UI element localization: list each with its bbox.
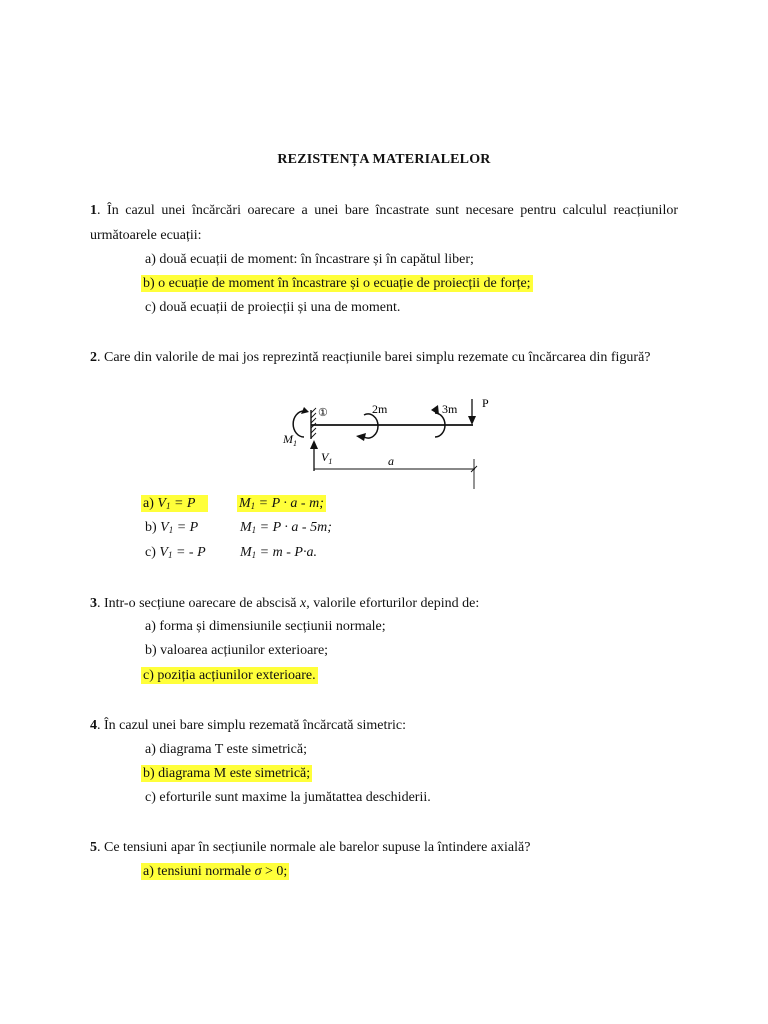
beam-diagram	[278, 393, 498, 493]
dimension-a-label: a	[388, 454, 394, 468]
question-number: 1	[90, 203, 97, 218]
q2-option-c-v: c) $V_1$ = - P	[145, 545, 206, 560]
highlighted-answer: a) tensiuni normale σ > 0;	[143, 864, 288, 879]
q3-option-c	[141, 666, 318, 686]
q2-option-c-m: $M_1 = m - P\cdot a$.	[240, 545, 317, 560]
page-title: REZISTENȚA MATERIALELOR	[277, 152, 491, 167]
question-text: . În cazul unei bare simplu rezemată încărcată simetric:	[97, 718, 407, 733]
moment-label: $M_1$	[283, 432, 297, 448]
q1-option-c: c) două ecuații de proiecții și una de moment.	[145, 300, 401, 315]
moment-3m-label: 3m	[442, 402, 458, 416]
node-label: ①	[318, 407, 328, 419]
highlighted-answer: b) o ecuație de moment în încastrare și o ecuație de proiecții de forțe;	[143, 276, 531, 291]
force-label: $V_1$	[321, 450, 333, 466]
moment-2m-label: 2m	[372, 402, 388, 416]
q2-option-b-v: b) $V_1 = P$	[145, 520, 199, 535]
question-5	[90, 836, 678, 861]
question-number: 3	[90, 596, 97, 611]
q1-option-a: a) două ecuații de moment: în încastrare și în capătul liber;	[145, 252, 474, 267]
q3-option-b: b) valoarea acțiunilor exterioare;	[145, 643, 329, 658]
highlighted-answer: b) diagrama M este simetrică;	[143, 766, 311, 781]
question-2	[90, 346, 678, 371]
q1-option-b	[141, 274, 533, 294]
question-text: . În cazul unei încărcări oarecare a unei bare încastrate sunt necesare pentru calculul reacțiunilor următoarele ecuații:	[90, 203, 678, 243]
question-3: 3. Intr-o secțiune oarecare de abscisă x, valorile eforturilor depind de:	[90, 596, 480, 611]
q2-option-b-m: $M_1 = P \cdot a - 5m$;	[240, 520, 332, 535]
q3-option-a: a) forma și dimensiunile secțiunii normale;	[145, 619, 386, 634]
question-number: 2	[90, 350, 97, 365]
highlighted-answer: c) poziția acțiunilor exterioare.	[143, 668, 316, 683]
q4-option-a: a) diagrama T este simetrică;	[145, 742, 307, 757]
force-p-label: P	[482, 396, 489, 410]
question-text: . Care din valorile de mai jos reprezintă reacțiunile barei simplu rezemate cu încărcarea din figură?	[97, 350, 651, 365]
q4-option-b	[141, 764, 312, 784]
question-number: 5	[90, 840, 97, 855]
question-1	[90, 199, 678, 248]
q2-option-a-m: $M_1 = P \cdot a - m$;	[239, 496, 324, 511]
q2-option-a-v: a) $V_1 = P$	[141, 494, 208, 516]
q5-option-a	[141, 862, 289, 882]
q4-option-c: c) eforturile sunt maxime la jumătattea deschiderii.	[145, 790, 431, 805]
question-number: 4	[90, 718, 97, 733]
question-text: . Ce tensiuni apar în secțiunile normale ale barelor supuse la întindere axială?	[97, 840, 531, 855]
question-4	[90, 714, 678, 739]
